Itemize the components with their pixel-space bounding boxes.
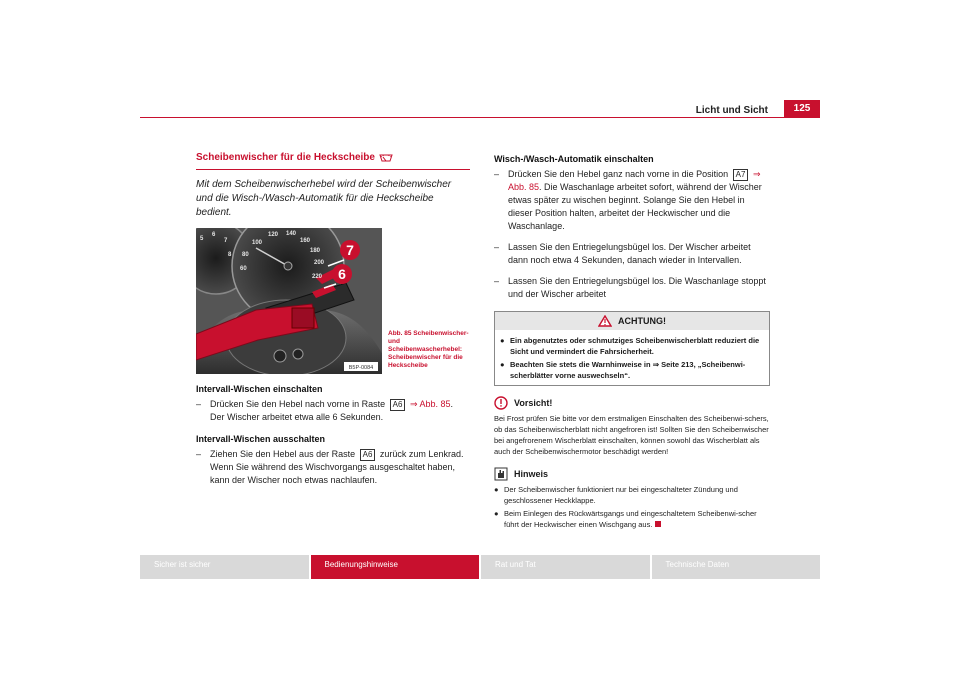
end-of-section-mark — [655, 521, 661, 527]
figure-reference-link[interactable]: ⇒ Abb. 85 — [508, 169, 761, 192]
note-header — [494, 467, 770, 481]
rear-wiper-icon — [379, 153, 393, 163]
step-item: – Lassen Sie den Entriegelungsbügel los. Die Waschanlage stoppt und der Wischer arbeitet — [494, 276, 766, 299]
warning-box — [494, 311, 770, 386]
bullet-item: ● Beachten Sie stets die Warnhinweise in ⇒ Seite 213, „Scheibenwi-scherblätter vorne auswechseln“. — [500, 360, 746, 380]
step-item: – Lassen Sie den Entriegelungsbügel los. Der Wischer arbeitet dann noch etwa 4 Sekunden, danach wieder in Intervallen. — [494, 242, 751, 265]
left-column — [196, 152, 470, 487]
warning-title: ACHTUNG! — [618, 316, 666, 326]
section-title-text: Scheibenwischer für die Heckscheibe — [196, 152, 375, 163]
footer-tab-bedienung[interactable]: Bedienungshinweise — [311, 555, 480, 579]
figure-code: B5P-0084 — [348, 365, 374, 371]
figure-label-6: 6 — [338, 266, 346, 282]
caution-exclamation-icon — [494, 396, 508, 410]
page-number: 125 — [784, 100, 820, 118]
header-rule — [140, 117, 820, 118]
position-badge: A7 — [733, 169, 749, 181]
footer-tab-sicher[interactable]: Sicher ist sicher — [140, 555, 309, 579]
gauge-tick: 5 — [200, 236, 204, 242]
page-reference-link[interactable]: ⇒ Seite 213, „Scheibenwi-scherblätter vorne auswechseln“. — [510, 360, 746, 380]
bullet-item: ● Ein abgenutztes oder schmutziges Scheibenwischerblatt reduziert die Sicht und vermindert die Fahrsicherheit. — [500, 336, 760, 356]
note-title: Hinweis — [514, 469, 549, 479]
gauge-tick: 220 — [312, 274, 323, 280]
warning-header — [495, 312, 769, 330]
note-hand-icon — [494, 467, 508, 481]
gauge-tick: 180 — [310, 248, 321, 254]
gauge-tick: 7 — [224, 238, 228, 244]
figure-label-7: 7 — [346, 242, 354, 258]
position-badge: A6 — [360, 449, 376, 461]
gauge-tick: 80 — [242, 252, 249, 258]
bullet-item: ● Beim Einlegen des Rückwärtsgangs und eingeschaltetem Scheibenwi-scher führt der Heckwischer einen Wischgang aus. — [494, 509, 757, 529]
caution-header — [494, 396, 770, 410]
position-badge: A6 — [390, 399, 406, 411]
gauge-tick: 60 — [240, 266, 247, 272]
gauge-tick: 100 — [252, 240, 263, 246]
warning-body — [495, 330, 769, 385]
interval-off-heading: Intervall-Wischen ausschalten — [196, 434, 325, 444]
footer-nav — [140, 555, 820, 579]
figure-caption: Abb. 85 Scheibenwischer- und Scheibenwascherhebel: Scheibenwischer für die Heckscheibe — [388, 330, 469, 369]
gauge-tick: 140 — [286, 231, 297, 237]
footer-tab-rat[interactable]: Rat und Tat — [481, 555, 650, 579]
warning-triangle-icon — [598, 315, 612, 327]
page-header-title: Licht und Sicht — [695, 105, 768, 116]
footer-tab-technik[interactable]: Technische Daten — [652, 555, 821, 579]
section-title — [196, 152, 470, 170]
step-item: – Drücken Sie den Hebel nach vorne in Raste A6 ⇒ Abb. 85. Der Wischer arbeitet etwa alle 6 Sekunden. — [196, 399, 454, 422]
caution-body: Bei Frost prüfen Sie bitte vor dem erstmaligen Einschalten des Scheibenwi-schers, ob das Scheibenwischerblatt nicht angefroren ist! Sollten Sie den Scheibenwischer bei angefrorenem Wischerblatt einschalten, können sowohl das Wischerblatt als auch der Scheibenwischermotor beschädigt werden! — [494, 414, 769, 456]
gauge-tick: 6 — [212, 232, 216, 238]
right-column — [494, 154, 770, 530]
gauge-tick: 160 — [300, 238, 311, 244]
wash-auto-heading: Wisch-/Wasch-Automatik einschalten — [494, 154, 654, 164]
step-item: – Drücken Sie den Hebel ganz nach vorne in die Position A7 ⇒ Abb. 85. Die Waschanlage arbeitet sofort, während der Wischer etwas später zu wischen beginnt. Solange Sie den Hebel in dieser Position halten, arbeitet der Heckwischer und die Waschanlage. — [494, 169, 762, 231]
caution-title: Vorsicht! — [514, 398, 553, 408]
wiper-lever-illustration — [196, 228, 382, 374]
gauge-tick: 200 — [314, 260, 325, 266]
note-body — [494, 484, 770, 530]
gauge-tick: 120 — [268, 232, 279, 238]
step-item: – Ziehen Sie den Hebel aus der Raste A6 zurück zum Lenkrad. Wenn Sie während des Wischvorgangs ausgeschaltet haben, kann der Wischer noch etwas nachlaufen. — [196, 449, 464, 485]
wiper-lever-figure — [196, 228, 382, 374]
bullet-item: ● Der Scheibenwischer funktioniert nur bei eingeschalteter Zündung und geschlossener Heckklappe. — [494, 485, 738, 505]
figure-reference-link[interactable]: ⇒ Abb. 85 — [409, 399, 451, 409]
figure-row — [196, 228, 470, 374]
section-intro: Mit dem Scheibenwischerhebel wird der Scheibenwischer und die Wisch-/Wasch-Automatik für die Heckscheibe bedient. — [196, 179, 452, 218]
gauge-tick: 8 — [228, 252, 232, 258]
interval-on-heading: Intervall-Wischen einschalten — [196, 384, 323, 394]
